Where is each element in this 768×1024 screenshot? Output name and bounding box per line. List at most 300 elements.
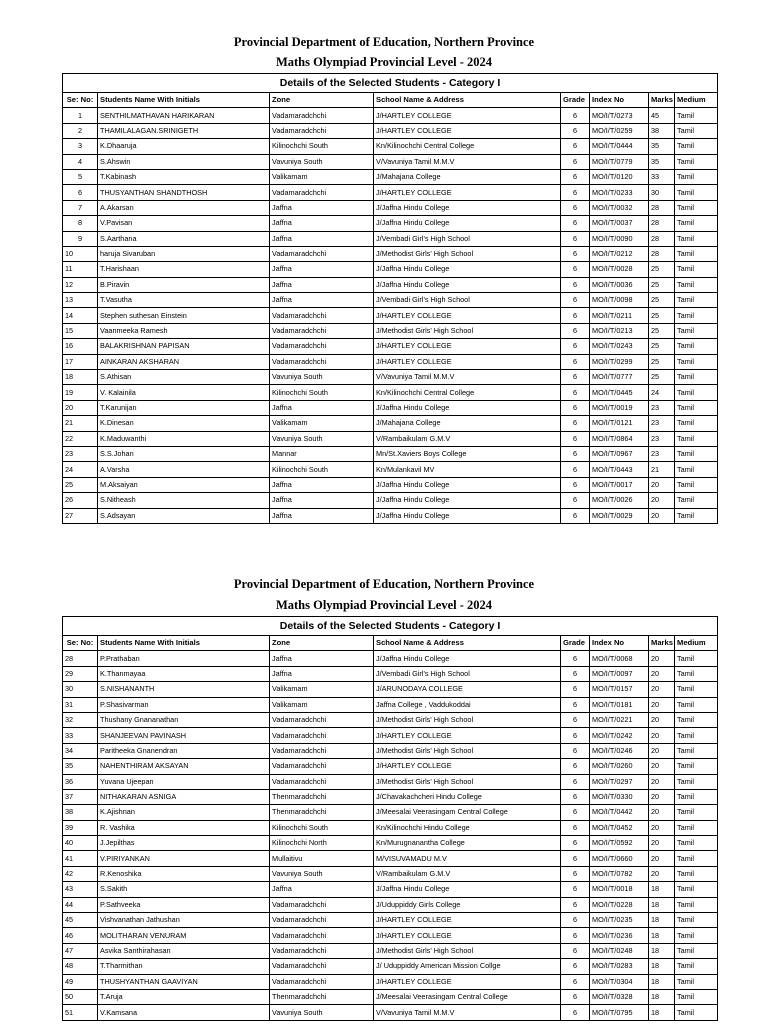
school-cell: Kn/Kilinochchi Central College	[374, 385, 561, 400]
table-row	[63, 897, 718, 912]
index-no-cell: MO/I/T/0181	[590, 697, 649, 712]
student-name-cell: V. Kalainila	[98, 385, 270, 400]
school-cell: J/Methodist Girls' High School	[374, 323, 561, 338]
table-row	[63, 882, 718, 897]
table-row	[63, 385, 718, 400]
student-name-cell: AINKARAN AKSHARAN	[98, 354, 270, 369]
grade-cell: 6	[561, 820, 590, 835]
column-header: Students Name With Initials	[98, 93, 270, 108]
medium-cell: Tamil	[675, 139, 718, 154]
school-cell: Kn/Kilinochchi Central College	[374, 139, 561, 154]
zone-cell: Vavuniya South	[270, 866, 374, 881]
index-no-cell: MO/I/T/0026	[590, 493, 649, 508]
marks-cell: 33	[649, 169, 675, 184]
marks-cell: 25	[649, 262, 675, 277]
school-cell: J/Jaffna Hindu College	[374, 477, 561, 492]
table-row	[63, 354, 718, 369]
column-header: Medium	[675, 636, 718, 651]
school-cell: J/Meesalai Veerasingam Central College	[374, 989, 561, 1004]
table-row	[63, 743, 718, 758]
column-header: Zone	[270, 93, 374, 108]
medium-cell: Tamil	[675, 789, 718, 804]
zone-cell: Jaffna	[270, 200, 374, 215]
grade-cell: 6	[561, 246, 590, 261]
marks-cell: 20	[649, 820, 675, 835]
serial-number-cell: 44	[63, 897, 98, 912]
table-row	[63, 866, 718, 881]
student-name-cell: B.Piravin	[98, 277, 270, 292]
grade-cell: 6	[561, 959, 590, 974]
index-no-cell: MO/I/T/0777	[590, 370, 649, 385]
marks-cell: 45	[649, 108, 675, 123]
serial-number-cell: 1	[63, 108, 98, 123]
serial-number-cell: 3	[63, 139, 98, 154]
school-cell: J/Jaffna Hindu College	[374, 508, 561, 523]
school-cell: J/Chavakachcheri Hindu College	[374, 789, 561, 804]
index-no-cell: MO/I/T/0443	[590, 462, 649, 477]
serial-number-cell: 50	[63, 989, 98, 1004]
serial-number-cell: 26	[63, 493, 98, 508]
zone-cell: Thenmaradchchi	[270, 805, 374, 820]
medium-cell: Tamil	[675, 928, 718, 943]
grade-cell: 6	[561, 108, 590, 123]
table-row	[63, 805, 718, 820]
marks-cell: 18	[649, 974, 675, 989]
zone-cell: Thenmaradchchi	[270, 989, 374, 1004]
table-header-row	[63, 93, 718, 108]
table-row	[63, 989, 718, 1004]
index-no-cell: MO/I/T/0445	[590, 385, 649, 400]
grade-cell: 6	[561, 1005, 590, 1020]
zone-cell: Jaffna	[270, 493, 374, 508]
grade-cell: 6	[561, 851, 590, 866]
student-name-cell: SENTHILMATHAVAN HARIKARAN	[98, 108, 270, 123]
column-header: Students Name With Initials	[98, 636, 270, 651]
student-name-cell: T.Aruja	[98, 989, 270, 1004]
index-no-cell: MO/I/T/0259	[590, 123, 649, 138]
medium-cell: Tamil	[675, 431, 718, 446]
serial-number-cell: 10	[63, 246, 98, 261]
grade-cell: 6	[561, 154, 590, 169]
zone-cell: Kilinochchi South	[270, 385, 374, 400]
zone-cell: Vadamaradchchi	[270, 728, 374, 743]
zone-cell: Vavuniya South	[270, 1005, 374, 1020]
grade-cell: 6	[561, 293, 590, 308]
table-row	[63, 913, 718, 928]
medium-cell: Tamil	[675, 774, 718, 789]
zone-cell: Valikamam	[270, 697, 374, 712]
table-row	[63, 789, 718, 804]
student-name-cell: P.Shasivarman	[98, 697, 270, 712]
zone-cell: Vadamaradchchi	[270, 743, 374, 758]
student-name-cell: T.Kabinash	[98, 169, 270, 184]
serial-number-cell: 5	[63, 169, 98, 184]
medium-cell: Tamil	[675, 666, 718, 681]
table-row	[63, 836, 718, 851]
grade-cell: 6	[561, 759, 590, 774]
student-name-cell: S.Aarthana	[98, 231, 270, 246]
zone-cell: Vadamaradchchi	[270, 774, 374, 789]
index-no-cell: MO/I/T/0248	[590, 943, 649, 958]
marks-cell: 25	[649, 308, 675, 323]
serial-number-cell: 15	[63, 323, 98, 338]
marks-cell: 20	[649, 477, 675, 492]
index-no-cell: MO/I/T/0242	[590, 728, 649, 743]
school-cell: Kn/Kilinochchi Hindu College	[374, 820, 561, 835]
grade-cell: 6	[561, 400, 590, 415]
table-row	[63, 216, 718, 231]
school-cell: J/Jaffna Hindu College	[374, 200, 561, 215]
student-name-cell: R.Kenoshika	[98, 866, 270, 881]
medium-cell: Tamil	[675, 697, 718, 712]
medium-cell: Tamil	[675, 651, 718, 666]
grade-cell: 6	[561, 308, 590, 323]
index-no-cell: MO/I/T/0090	[590, 231, 649, 246]
table-row	[63, 123, 718, 138]
index-no-cell: MO/I/T/0018	[590, 882, 649, 897]
document-subtitle: Maths Olympiad Provincial Level - 2024	[275, 598, 493, 612]
index-no-cell: MO/I/T/0221	[590, 712, 649, 727]
serial-number-cell: 34	[63, 743, 98, 758]
marks-cell: 35	[649, 139, 675, 154]
grade-cell: 6	[561, 913, 590, 928]
grade-cell: 6	[561, 805, 590, 820]
student-name-cell: K.Dinesan	[98, 416, 270, 431]
grade-cell: 6	[561, 185, 590, 200]
table-row	[63, 293, 718, 308]
zone-cell: Jaffna	[270, 216, 374, 231]
medium-cell: Tamil	[675, 508, 718, 523]
grade-cell: 6	[561, 743, 590, 758]
marks-cell: 23	[649, 416, 675, 431]
index-no-cell: MO/I/T/0236	[590, 928, 649, 943]
table-row	[63, 323, 718, 338]
marks-cell: 20	[649, 493, 675, 508]
serial-number-cell: 47	[63, 943, 98, 958]
grade-cell: 6	[561, 477, 590, 492]
index-no-cell: MO/I/T/0592	[590, 836, 649, 851]
school-cell: V/Rambaikulam G.M.V	[374, 866, 561, 881]
marks-cell: 23	[649, 400, 675, 415]
index-no-cell: MO/I/T/0097	[590, 666, 649, 681]
grade-cell: 6	[561, 200, 590, 215]
medium-cell: Tamil	[675, 974, 718, 989]
grade-cell: 6	[561, 866, 590, 881]
table-row	[63, 682, 718, 697]
serial-number-cell: 33	[63, 728, 98, 743]
table-row	[63, 477, 718, 492]
school-cell: V/Rambaikulam G.M.V	[374, 431, 561, 446]
zone-cell: Jaffna	[270, 262, 374, 277]
serial-number-cell: 19	[63, 385, 98, 400]
school-cell: J/Jaffna Hindu College	[374, 262, 561, 277]
table-row	[63, 759, 718, 774]
marks-cell: 20	[649, 697, 675, 712]
school-cell: J/Meesalai Veerasingam Central College	[374, 805, 561, 820]
student-name-cell: BALAKRISHNAN PAPISAN	[98, 339, 270, 354]
zone-cell: Vadamaradchchi	[270, 928, 374, 943]
index-no-cell: MO/I/T/0120	[590, 169, 649, 184]
medium-cell: Tamil	[675, 820, 718, 835]
column-header: Se: No:	[63, 93, 98, 108]
student-name-cell: V.Pavisan	[98, 216, 270, 231]
student-name-cell: A.Varsha	[98, 462, 270, 477]
zone-cell: Valikamam	[270, 682, 374, 697]
grade-cell: 6	[561, 231, 590, 246]
index-no-cell: MO/I/T/0235	[590, 913, 649, 928]
marks-cell: 20	[649, 682, 675, 697]
index-no-cell: MO/I/T/0019	[590, 400, 649, 415]
school-cell: J/HARTLEY COLLEGE	[374, 123, 561, 138]
grade-cell: 6	[561, 262, 590, 277]
student-name-cell: P.Prathaban	[98, 651, 270, 666]
table-header-row	[63, 636, 718, 651]
medium-cell: Tamil	[675, 339, 718, 354]
table-row	[63, 446, 718, 461]
medium-cell: Tamil	[675, 169, 718, 184]
medium-cell: Tamil	[675, 913, 718, 928]
index-no-cell: MO/I/T/0157	[590, 682, 649, 697]
zone-cell: Vadamaradchchi	[270, 913, 374, 928]
medium-cell: Tamil	[675, 759, 718, 774]
table-row	[63, 416, 718, 431]
marks-cell: 18	[649, 913, 675, 928]
grade-cell: 6	[561, 728, 590, 743]
column-header: Marks	[649, 93, 675, 108]
student-name-cell: V.Kamsana	[98, 1005, 270, 1020]
grade-cell: 6	[561, 431, 590, 446]
table-row	[63, 959, 718, 974]
zone-cell: Jaffna	[270, 231, 374, 246]
grade-cell: 6	[561, 354, 590, 369]
serial-number-cell: 7	[63, 200, 98, 215]
index-no-cell: MO/I/T/0243	[590, 339, 649, 354]
serial-number-cell: 25	[63, 477, 98, 492]
school-cell: J/HARTLEY COLLEGE	[374, 354, 561, 369]
zone-cell: Thenmaradchchi	[270, 789, 374, 804]
student-name-cell: SHANJEEVAN PAVINASH	[98, 728, 270, 743]
zone-cell: Vadamaradchchi	[270, 308, 374, 323]
grade-cell: 6	[561, 385, 590, 400]
grade-cell: 6	[561, 446, 590, 461]
grade-cell: 6	[561, 339, 590, 354]
student-name-cell: V.PIRIYANKAN	[98, 851, 270, 866]
marks-cell: 20	[649, 774, 675, 789]
table-row	[63, 697, 718, 712]
school-cell: J/HARTLEY COLLEGE	[374, 185, 561, 200]
marks-cell: 23	[649, 431, 675, 446]
index-no-cell: MO/I/T/0328	[590, 989, 649, 1004]
school-cell: J/Jaffna Hindu College	[374, 493, 561, 508]
zone-cell: Vadamaradchchi	[270, 354, 374, 369]
zone-cell: Jaffna	[270, 477, 374, 492]
student-name-cell: Paritheeka Gnanendran	[98, 743, 270, 758]
medium-cell: Tamil	[675, 462, 718, 477]
table-caption-row	[63, 617, 718, 636]
school-cell: Jaffna College , Vaddukoddai	[374, 697, 561, 712]
school-cell: J/Jaffna Hindu College	[374, 882, 561, 897]
index-no-cell: MO/I/T/0246	[590, 743, 649, 758]
grade-cell: 6	[561, 943, 590, 958]
column-header: Grade	[561, 93, 590, 108]
table-row	[63, 508, 718, 523]
index-no-cell: MO/I/T/0297	[590, 774, 649, 789]
marks-cell: 28	[649, 200, 675, 215]
index-no-cell: MO/I/T/0211	[590, 308, 649, 323]
school-cell: J/Jaffna Hindu College	[374, 216, 561, 231]
serial-number-cell: 38	[63, 805, 98, 820]
marks-cell: 20	[649, 866, 675, 881]
school-cell: J/Vembadi Girl's High School	[374, 293, 561, 308]
zone-cell: Vadamaradchchi	[270, 339, 374, 354]
medium-cell: Tamil	[675, 277, 718, 292]
table-row	[63, 462, 718, 477]
serial-number-cell: 46	[63, 928, 98, 943]
zone-cell: Mullaitivu	[270, 851, 374, 866]
serial-number-cell: 23	[63, 446, 98, 461]
serial-number-cell: 39	[63, 820, 98, 835]
index-no-cell: MO/I/T/0121	[590, 416, 649, 431]
zone-cell: Vadamaradchchi	[270, 943, 374, 958]
student-name-cell: K.Dhaaruja	[98, 139, 270, 154]
serial-number-cell: 18	[63, 370, 98, 385]
table-row	[63, 231, 718, 246]
medium-cell: Tamil	[675, 370, 718, 385]
student-name-cell: S.S.Johan	[98, 446, 270, 461]
medium-cell: Tamil	[675, 293, 718, 308]
zone-cell: Jaffna	[270, 882, 374, 897]
medium-cell: Tamil	[675, 385, 718, 400]
zone-cell: Vavuniya South	[270, 154, 374, 169]
medium-cell: Tamil	[675, 1005, 718, 1020]
student-name-cell: NITHAKARAN ASNIGA	[98, 789, 270, 804]
grade-cell: 6	[561, 882, 590, 897]
zone-cell: Vadamaradchchi	[270, 712, 374, 727]
grade-cell: 6	[561, 462, 590, 477]
medium-cell: Tamil	[675, 866, 718, 881]
zone-cell: Vadamaradchchi	[270, 759, 374, 774]
student-name-cell: Vaanmeeka Ramesh	[98, 323, 270, 338]
school-cell: J/HARTLEY COLLEGE	[374, 728, 561, 743]
marks-cell: 25	[649, 354, 675, 369]
table-row	[63, 139, 718, 154]
serial-number-cell: 40	[63, 836, 98, 851]
zone-cell: Vadamaradchchi	[270, 123, 374, 138]
marks-cell: 20	[649, 651, 675, 666]
index-no-cell: MO/I/T/0442	[590, 805, 649, 820]
serial-number-cell: 4	[63, 154, 98, 169]
serial-number-cell: 11	[63, 262, 98, 277]
index-no-cell: MO/I/T/0299	[590, 354, 649, 369]
zone-cell: Vavuniya South	[270, 370, 374, 385]
table-row	[63, 712, 718, 727]
index-no-cell: MO/I/T/0273	[590, 108, 649, 123]
school-cell: Kn/Mulankavil MV	[374, 462, 561, 477]
serial-number-cell: 14	[63, 308, 98, 323]
column-header: Marks	[649, 636, 675, 651]
medium-cell: Tamil	[675, 897, 718, 912]
index-no-cell: MO/I/T/0864	[590, 431, 649, 446]
table-row	[63, 943, 718, 958]
serial-number-cell: 16	[63, 339, 98, 354]
grade-cell: 6	[561, 789, 590, 804]
student-name-cell: THUSYANTHAN SHANDTHOSH	[98, 185, 270, 200]
marks-cell: 18	[649, 897, 675, 912]
medium-cell: Tamil	[675, 200, 718, 215]
school-cell: Mn/St.Xaviers Boys College	[374, 446, 561, 461]
school-cell: J/Methodist Girls' High School	[374, 743, 561, 758]
table-row	[63, 154, 718, 169]
serial-number-cell: 41	[63, 851, 98, 866]
serial-number-cell: 43	[63, 882, 98, 897]
serial-number-cell: 45	[63, 913, 98, 928]
serial-number-cell: 28	[63, 651, 98, 666]
school-cell: J/Jaffna Hindu College	[374, 651, 561, 666]
zone-cell: Jaffna	[270, 651, 374, 666]
zone-cell: Vadamaradchchi	[270, 959, 374, 974]
school-cell: Kn/Murugnanantha College	[374, 836, 561, 851]
student-name-cell: S.Athisan	[98, 370, 270, 385]
index-no-cell: MO/I/T/0028	[590, 262, 649, 277]
marks-cell: 20	[649, 712, 675, 727]
marks-cell: 20	[649, 805, 675, 820]
grade-cell: 6	[561, 169, 590, 184]
index-no-cell: MO/I/T/0029	[590, 508, 649, 523]
marks-cell: 20	[649, 508, 675, 523]
marks-cell: 25	[649, 339, 675, 354]
marks-cell: 20	[649, 728, 675, 743]
school-cell: J/ARUNODAYA COLLEGE	[374, 682, 561, 697]
table-row	[63, 728, 718, 743]
medium-cell: Tamil	[675, 231, 718, 246]
medium-cell: Tamil	[675, 123, 718, 138]
student-name-cell: M.Aksaiyan	[98, 477, 270, 492]
table-row	[63, 308, 718, 323]
school-cell: J/HARTLEY COLLEGE	[374, 339, 561, 354]
zone-cell: Jaffna	[270, 400, 374, 415]
column-header: Medium	[675, 93, 718, 108]
serial-number-cell: 2	[63, 123, 98, 138]
student-name-cell: Asvika Santhirahasan	[98, 943, 270, 958]
student-name-cell: Thushany Gnananathan	[98, 712, 270, 727]
student-name-cell: NAHENTHIRAM AKSAYAN	[98, 759, 270, 774]
zone-cell: Valikamam	[270, 416, 374, 431]
table-row	[63, 262, 718, 277]
column-header: Index No	[590, 93, 649, 108]
student-name-cell: S.Sakith	[98, 882, 270, 897]
medium-cell: Tamil	[675, 323, 718, 338]
student-name-cell: S.Adsayan	[98, 508, 270, 523]
medium-cell: Tamil	[675, 728, 718, 743]
medium-cell: Tamil	[675, 308, 718, 323]
table-row	[63, 928, 718, 943]
table-caption: Details of the Selected Students - Category I	[63, 617, 718, 636]
index-no-cell: MO/I/T/0017	[590, 477, 649, 492]
marks-cell: 25	[649, 293, 675, 308]
medium-cell: Tamil	[675, 712, 718, 727]
grade-cell: 6	[561, 682, 590, 697]
serial-number-cell: 49	[63, 974, 98, 989]
table-row	[63, 774, 718, 789]
table-row	[63, 370, 718, 385]
document-title: Provincial Department of Education, Northern Province	[233, 577, 535, 591]
student-name-cell: S.Ahswin	[98, 154, 270, 169]
zone-cell: Jaffna	[270, 666, 374, 681]
grade-cell: 6	[561, 666, 590, 681]
student-name-cell: Yuvana Ujeepan	[98, 774, 270, 789]
zone-cell: Kilinochchi South	[270, 139, 374, 154]
school-cell: J/Methodist Girls' High School	[374, 712, 561, 727]
